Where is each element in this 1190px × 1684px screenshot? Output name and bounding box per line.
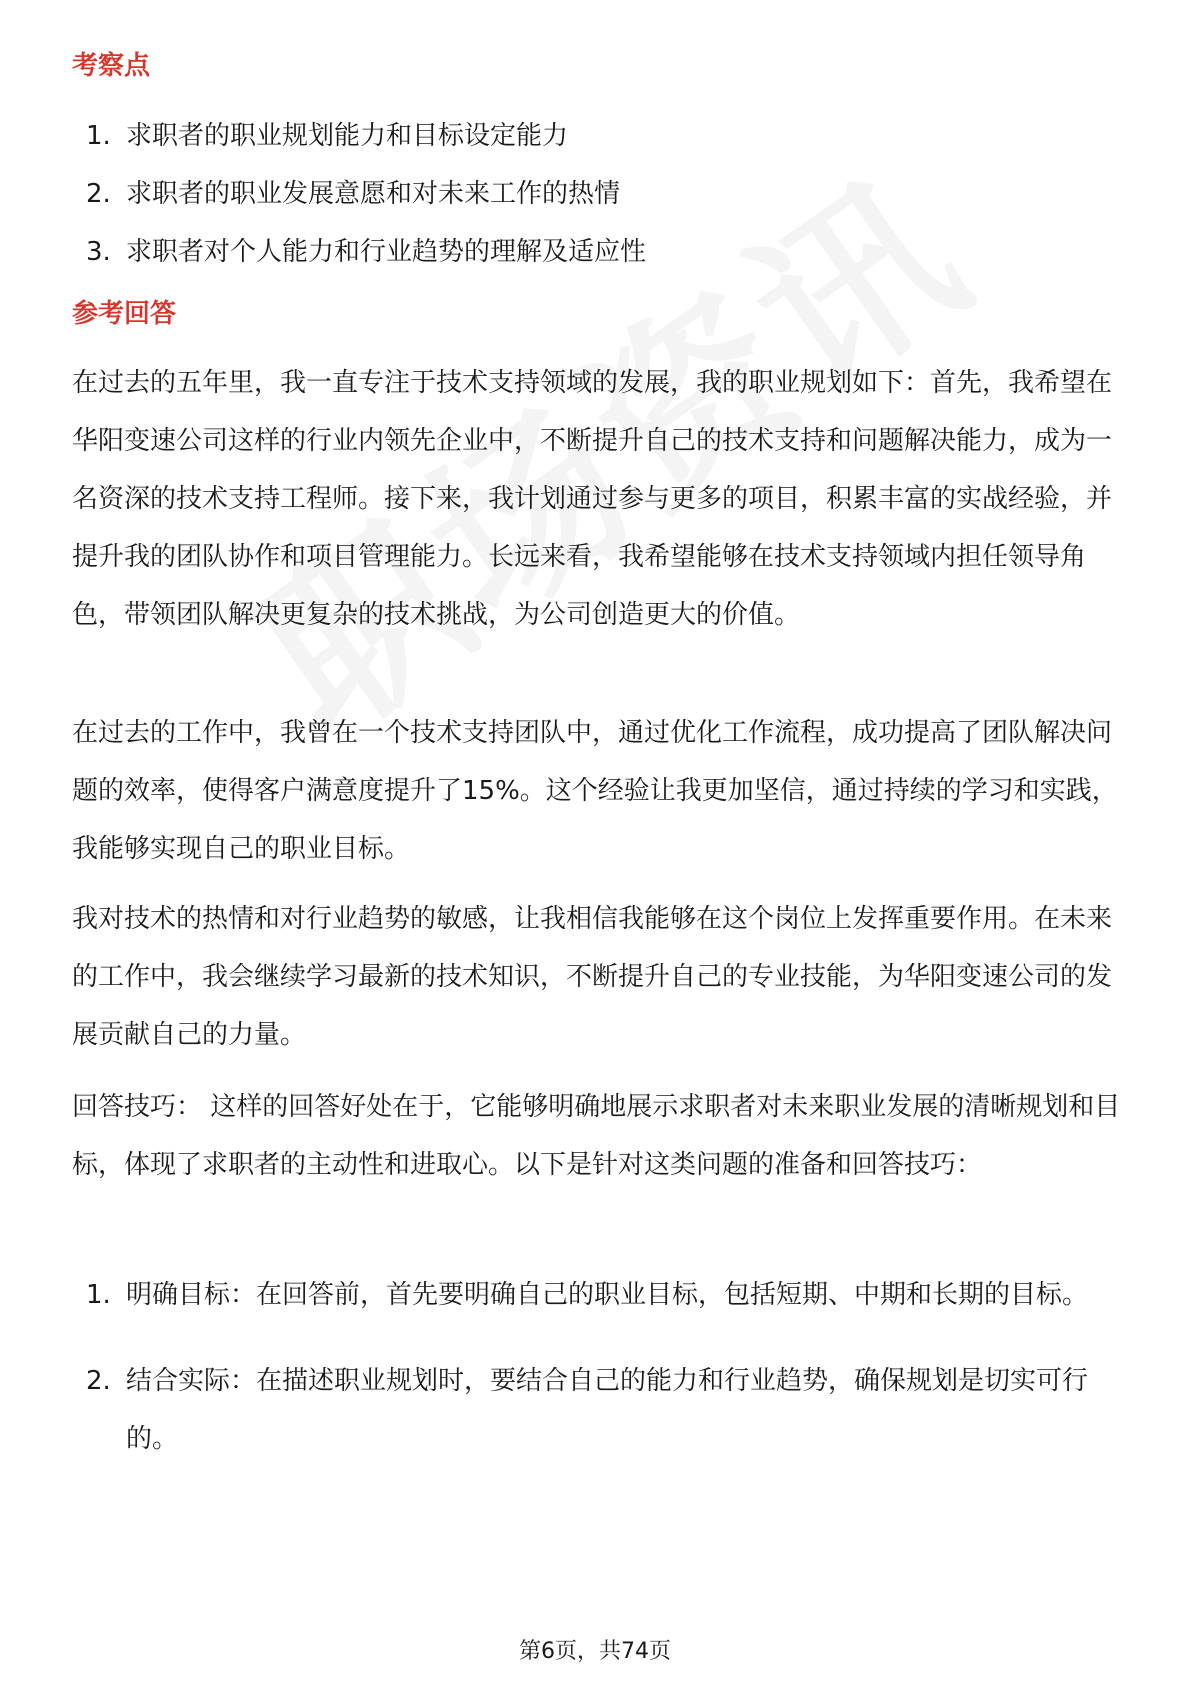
answer-paragraph-3: 我对技术的热情和对行业趋势的敏感，让我相信我能够在这个岗位上发挥重要作用。在未来的工作中，我会继续学习最新的技术知识，不断提升自己的专业技能，为华阳变速公司的发展贡献自己的力量。 <box>72 904 1113 1050</box>
answer-paragraph-1: 在过去的五年里，我一直专注于技术支持领域的发展，我的职业规划如下：首先，我希望在华阳变速公司这样的行业内领先企业中，不断提升自己的技术支持和问题解决能力，成为一名资深的技术支持工程师。接下来，我计划通过参与更多的项目，积累丰富的实战经验，并提升我的团队协作和项目管理能力。长远来看，我希望能够在技术支持领域内担任领导角色，带领团队解决更复杂的技术挑战，为公司创造更大的价值。 <box>72 368 1113 630</box>
answer-tips-list <box>72 1266 1122 1496</box>
list-item <box>72 118 1122 154</box>
list-item-text: 求职者对个人能力和行业趋势的理解及适应性 <box>126 237 647 267</box>
list-item <box>72 1266 1122 1324</box>
list-item <box>72 1352 1122 1468</box>
examination-points-list <box>72 118 1122 292</box>
list-item-text: 求职者的职业发展意愿和对未来工作的热情 <box>126 179 621 209</box>
list-item-text: 明确目标：在回答前，首先要明确自己的职业目标，包括短期、中期和长期的目标。 <box>126 1280 1089 1310</box>
list-item-number: 2. <box>86 179 111 209</box>
page-number-footer: 第6页，共74页 <box>519 1639 671 1664</box>
answer-paragraph-2: 在过去的工作中，我曾在一个技术支持团队中，通过优化工作流程，成功提高了团队解决问题的效率，使得客户满意度提升了15%。这个经验让我更加坚信，通过持续的学习和实践，我能够实现自己的职业目标。 <box>72 718 1118 864</box>
list-item-number: 2. <box>86 1366 111 1396</box>
section-title-examination-points: 考察点 <box>72 51 151 81</box>
section-title-reference-answer: 参考回答 <box>72 299 177 329</box>
list-item <box>72 234 1122 270</box>
list-item <box>72 176 1122 212</box>
list-item-text: 结合实际：在描述职业规划时，要结合自己的能力和行业趋势，确保规划是切实可行的。 <box>126 1366 1089 1454</box>
list-item-number: 3. <box>86 237 111 267</box>
list-item-number: 1. <box>86 1280 111 1310</box>
list-item-text: 求职者的职业规划能力和目标设定能力 <box>126 121 569 151</box>
answer-tips-intro: 回答技巧： 这样的回答好处在于，它能够明确地展示求职者对未来职业发展的清晰规划和目标，体现了求职者的主动性和进取心。以下是针对这类问题的准备和回答技巧： <box>72 1092 1121 1180</box>
list-item-number: 1. <box>86 121 111 151</box>
